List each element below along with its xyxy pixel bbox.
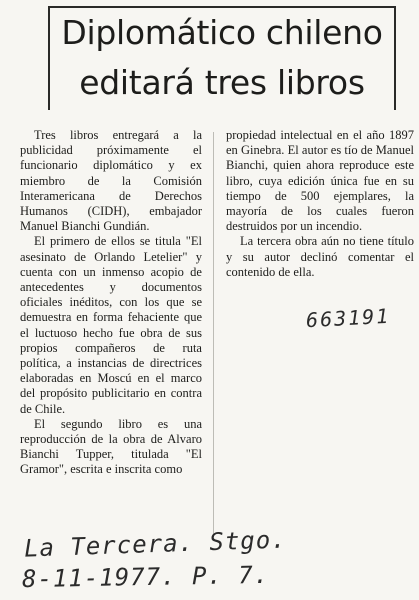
paragraph: El segundo libro es una reproducción de la obra de Alvaro Bianchi Tupper, titulada "El Gramor", escrita e inscrita como <box>20 416 202 477</box>
headline-frame-left <box>48 6 50 110</box>
headline-frame-right <box>394 6 396 110</box>
paragraph: El primero de ellos se titula "El asesinato de Orlando Letelier" y cuenta con un inmenso acopio de antecedentes y documentos oficiales inéditos, con los que se demuestra en forma fehaciente que el luctuoso hecho fue obra de sus propios compañeros de ruta política, a instancias de directrices elaboradas en Moscú en el marco del propósito publicitario en contra de Chile. <box>20 234 202 416</box>
handwritten-source: La Tercera. Stgo. <box>23 525 288 563</box>
handwritten-code: 663191 <box>305 303 391 333</box>
paragraph: La tercera obra aún no tiene título y su autor declinó comentar el contenido de ella. <box>226 234 414 279</box>
paragraph: Tres libros entregará a la publicidad próximamente el funcionario diplomático y ex miembro de la Comisión Interamericana de Derechos Humanos (CIDH), embajador Manuel Bianchi Gundián. <box>20 128 202 234</box>
paragraph: propiedad intelectual en el año 1897 en Ginebra. El autor es tío de Manuel Bianchi, quien ahora reproduce este libro, cuya edición única fue en su tiempo de 500 ejemplares, la mayoría de los cuales fueron destruidos por un incendio. <box>226 128 414 234</box>
column-divider <box>213 132 214 537</box>
article-column-right <box>226 128 414 280</box>
article-column-left <box>20 128 202 478</box>
handwritten-date: 8-11-1977. P. 7. <box>21 560 270 594</box>
headline: Diplomático chileno editará tres libros <box>61 13 383 102</box>
